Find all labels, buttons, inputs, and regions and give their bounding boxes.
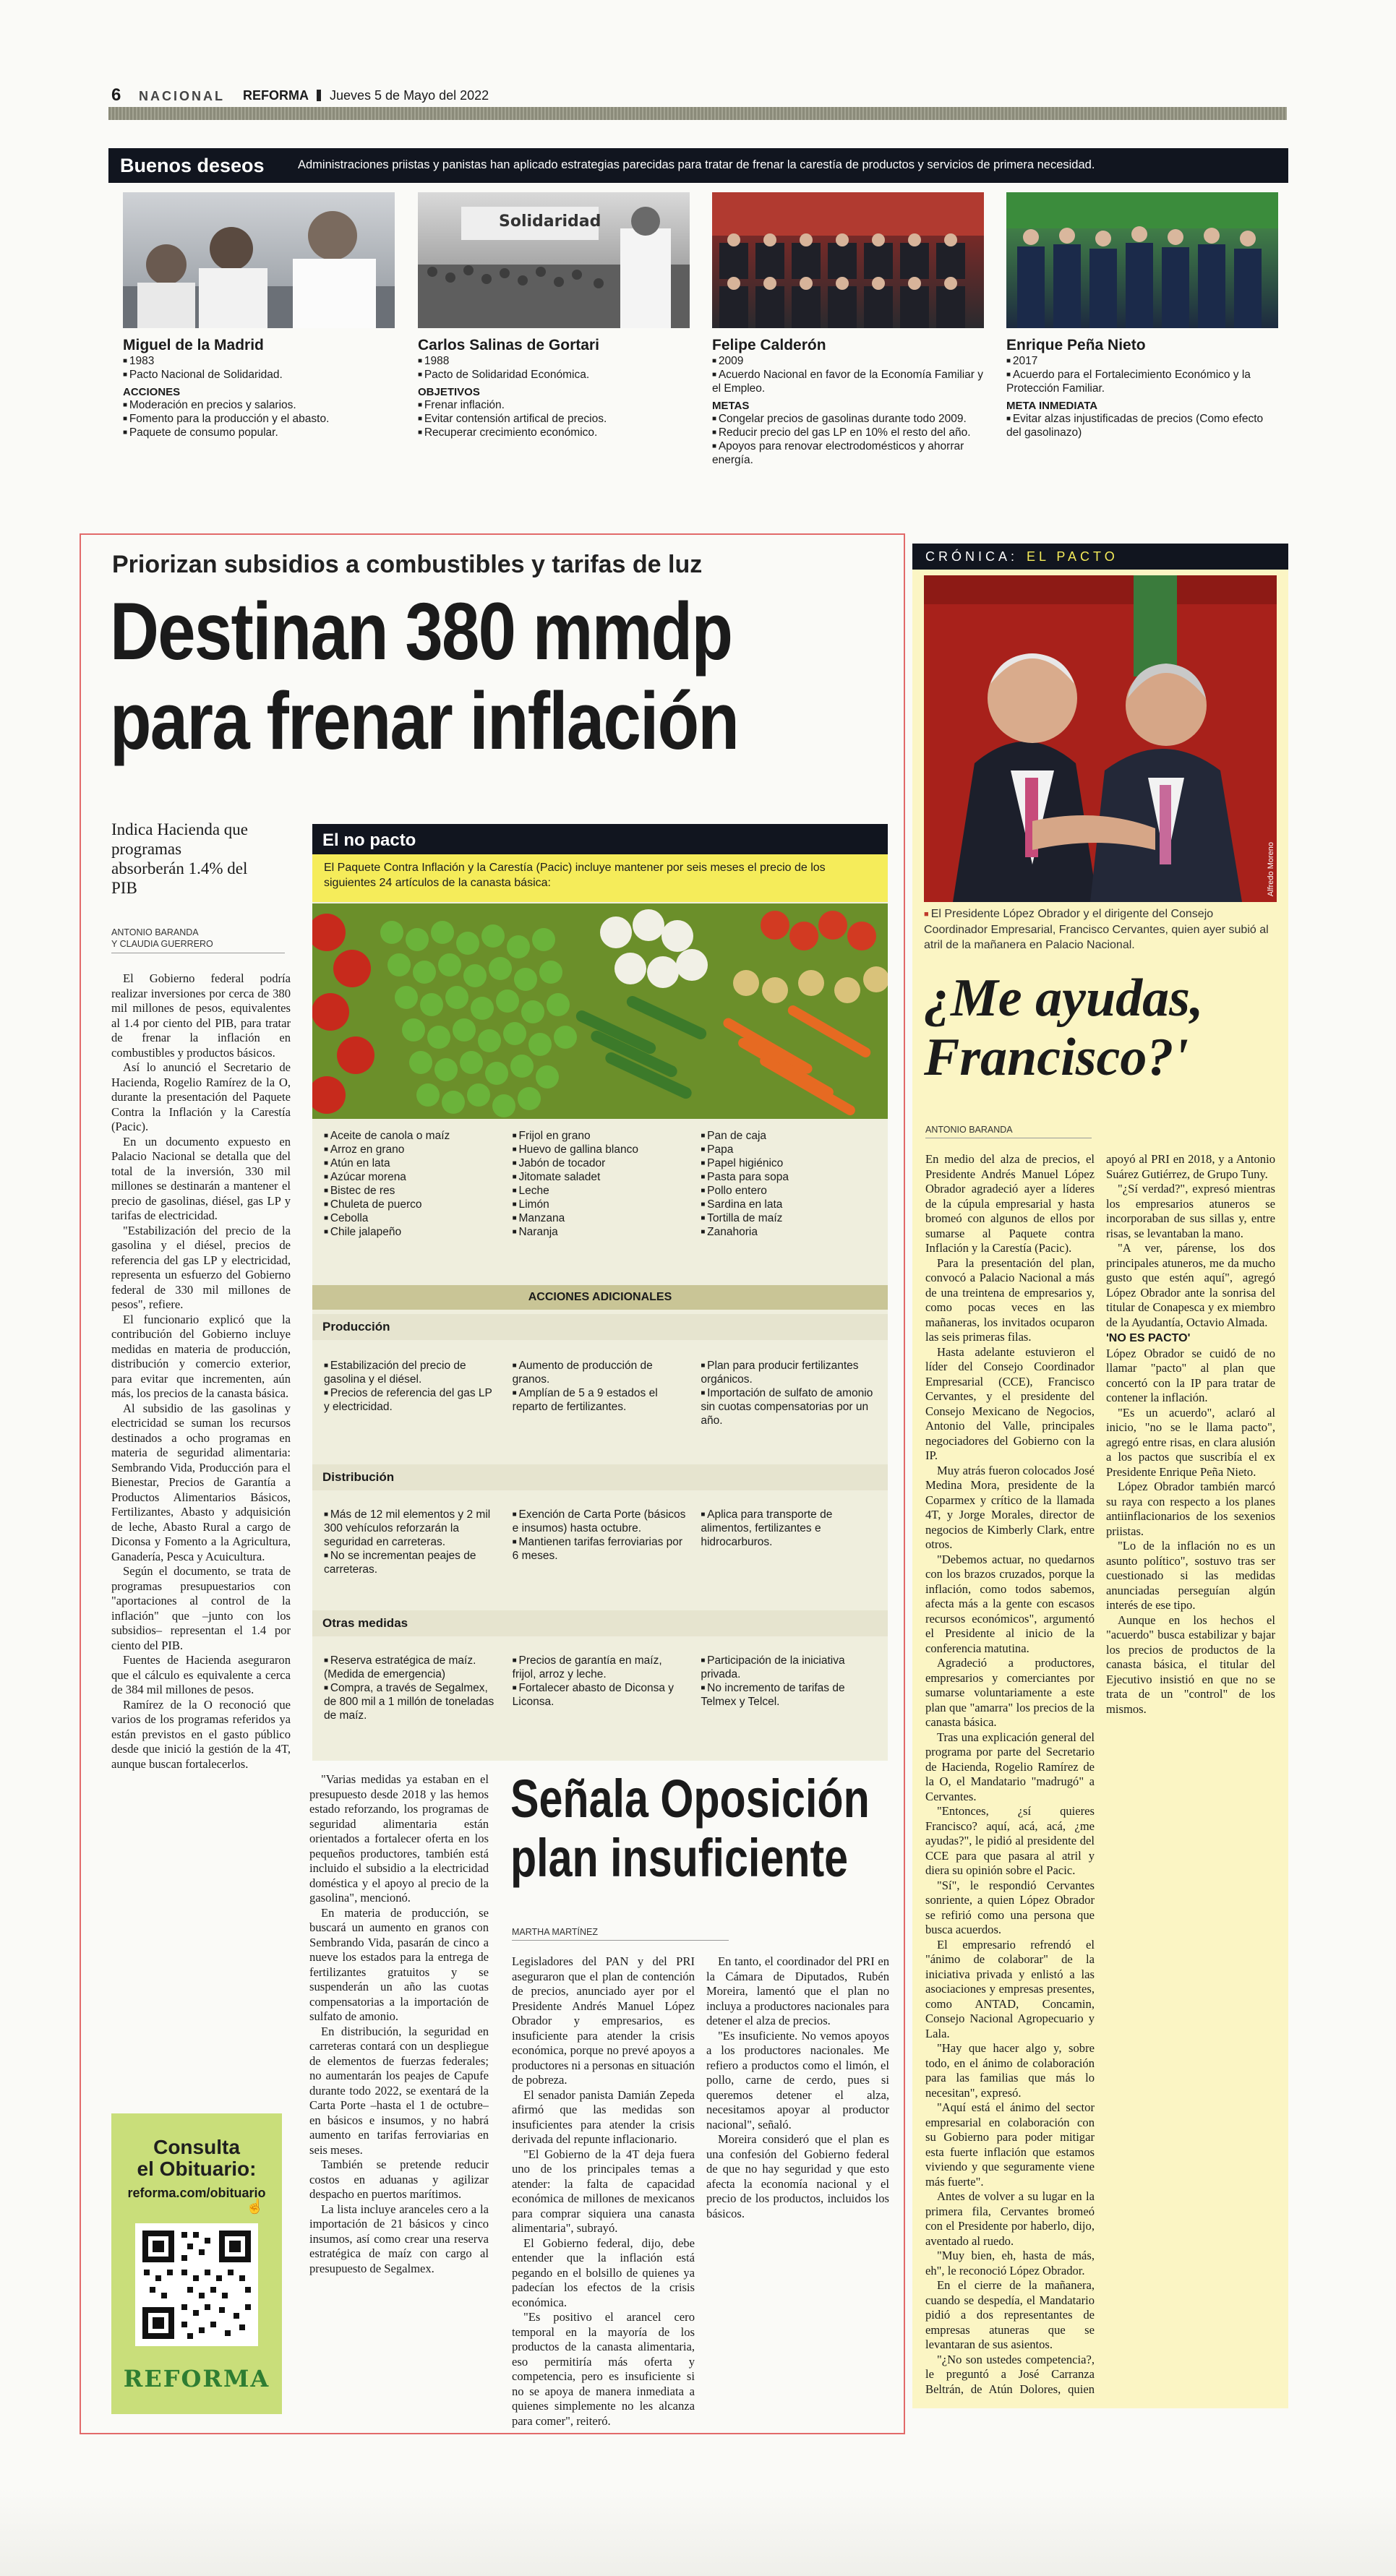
list-item: ■ Apoyos para renovar electrodomésticos y ahorrar energía.	[712, 439, 987, 467]
paragraph: "Es positivo el arancel cero temporal en la mayoría de los productos de la canasta alimentaria, eso permitiría más oferta y competencia, pero es insuficiente si no se apoya de manera inmediata a quienes simplemente no les alcanza para comer", reiteró.	[512, 2310, 695, 2428]
no-pacto-intro-text: El Paquete Contra Inflación y la Carestía (Pacic) incluye mantener por seis meses el precio de los siguientes 24 artículos de la canasta básica:	[324, 862, 826, 889]
no-pacto-title: El no pacto	[322, 830, 416, 850]
paragraph: Aunque en los hechos el "acuerdo" busca estabilizar y bajar los precios de productos de la canasta básica, el titular del Ejecutivo insistió en que no se trata de un "control" de los mismos.	[1106, 1613, 1275, 1716]
paragraph: En distribución, la seguridad en carreteras contará con un despliegue de elementos de fuerzas federales; no aumentarán los peajes de Capufe durante todo 2022, se exentará de la Carta Porte –hasta el 1 de octubre– en básicos e insumos, y no habrá aumento en tarifas ferroviarias en seis meses.	[309, 2024, 489, 2157]
photo-de-la-madrid	[123, 192, 395, 328]
basic-articles-list	[324, 1129, 876, 1239]
paragraph: Agradeció a productores, empresarios y comerciantes por sumarse voluntariamente a este plan que "amarra" los precios de la canasta básica.	[925, 1656, 1095, 1729]
oposicion-headline-line-1: Señala Oposición	[510, 1769, 870, 1829]
paragraph: Ramírez de la O reconoció que varios de los programas referidos ya están previstos en el gasto público desde que inició la gestión de la 4T, aunque buscan fortalecerlos.	[111, 1697, 291, 1771]
list-item: ■ Fortalecer abasto de Diconsa y Liconsa.	[513, 1681, 688, 1709]
paragraph: "Estabilización del precio de la gasolina y el diésel, precios de referencia del gas LP y electricidad, representa un esfuerzo del Gobierno federal de 330 mil millones de pesos", refiere.	[111, 1223, 291, 1311]
list-item: ■ Reserva estratégica de maíz. (Medida de emergencia)	[324, 1654, 500, 1681]
president-year: ■ 2017	[1006, 354, 1281, 368]
obituario-heading	[111, 2137, 282, 2180]
list-item: ■ Evitar contensión artifical de precios.	[418, 412, 693, 426]
no-pacto-title-bar	[312, 824, 888, 854]
photo-pena-nieto-art	[1006, 192, 1278, 328]
list-item: ■ Reducir precio del gas LP en 10% el resto del año.	[712, 426, 987, 439]
distribucion-col-1	[324, 1508, 500, 1576]
article-item: ■ Manzana	[513, 1211, 688, 1225]
president-goal	[1006, 412, 1281, 439]
paragraph: "Lo de la inflación no es un asunto político", sostuvo tras ser cuestionado si las medidas anunciadas perseguían algún interés de ese tipo.	[1106, 1539, 1275, 1612]
cronica-byline: ANTONIO BARANDA	[925, 1125, 1092, 1138]
president-col-1	[123, 337, 398, 439]
article-item: ■ Naranja	[513, 1225, 688, 1239]
article-item: ■ Limón	[513, 1198, 688, 1211]
produccion-title: Producción	[322, 1320, 390, 1334]
president-goals	[712, 412, 987, 467]
produce-photo-art	[312, 903, 888, 1119]
paragraph: Así lo anunció el Secretario de Hacienda, Rogelio Ramírez de la O, durante la presentación del Paquete Contra la Inflación y la Carestía (Pacic).	[111, 1060, 291, 1133]
otras-medidas-bar	[312, 1610, 888, 1636]
photo-calderon-art	[712, 192, 984, 328]
list-item: ■ Importación de sulfato de amonio sin cuotas compensatorias por un año.	[701, 1386, 876, 1427]
obituario-line-1: Consulta	[153, 2136, 240, 2158]
list-item: ■ Amplían de 5 a 9 estados el reparto de fertilizantes.	[513, 1386, 688, 1414]
cronica-photo-credit: Alfredo Moreno	[1267, 841, 1275, 896]
article-item: ■ Papa	[701, 1143, 876, 1156]
main-kicker: Priorizan subsidios a combustibles y tarifas de luz	[112, 551, 703, 578]
list-item: ■ Precios de garantía en maíz, frijol, arroz y leche.	[513, 1654, 688, 1681]
cronica-label-accent: EL PACTO	[1027, 549, 1118, 564]
buenos-deseos-description: Administraciones priistas y panistas han aplicado estrategias parecidas para tratar de frenar la carestía de productos y servicios de primera necesidad.	[298, 158, 1095, 171]
publication-date: Jueves 5 de Mayo del 2022	[330, 88, 489, 103]
president-name: Enrique Peña Nieto	[1006, 337, 1146, 353]
qr-code-icon[interactable]	[135, 2223, 258, 2346]
article-item: ■ Huevo de gallina blanco	[513, 1143, 688, 1156]
articles-col-1	[324, 1129, 500, 1239]
president-program: ■ Pacto Nacional de Solidaridad.	[123, 368, 398, 382]
publication-name: REFORMA	[243, 88, 309, 103]
list-item: ■ No se incrementan peajes de carreteras.	[324, 1549, 500, 1576]
oposicion-headline-line-2: plan insuficiente	[510, 1828, 849, 1888]
paragraph: Tras una explicación general del programa por parte del Secretario de Hacienda, Rogelio Ramírez de la O, el Mandatario "madrugó" a Cervantes.	[925, 1730, 1095, 1803]
list-item: ■ Más de 12 mil elementos y 2 mil 300 vehículos reforzarán la seguridad en carreteras.	[324, 1508, 500, 1549]
president-col-4	[1006, 337, 1281, 439]
paragraph: "A ver, párense, los dos principales atuneros, me da mucho gusto que estén aquí", agregó López Obrador ante la sonrisa del titular de Conapesca y ex miembro de la Ayudantía, Octavio Almada.	[1106, 1241, 1275, 1329]
no-pacto-intro	[312, 854, 888, 902]
acciones-adicionales-bar	[312, 1285, 888, 1310]
paragraph: Al subsidio de las gasolinas y electricidad se suman los recursos destinados a ocho programas en materia de seguridad alimentaria: Sembrando Vida, Producción para el Bienestar, Precios de Garantía a Productos Alimentarios Básicos, Fertilizantes, Abasto y adquisición de leche, Abasto Rural a cargo de Diconsa y Fomento a la Agricultura, Ganadería, Pesca y Acuicultura.	[111, 1401, 291, 1563]
paragraph: El empresario refrendó el "ánimo de colaborar" de la iniciativa privada y enlistó a las asociaciones y empresas presentes, como ANTAD, Concamin, Consejo Nacional Agropecuario y Lala.	[925, 1937, 1095, 2040]
list-item: ■ Congelar precios de gasolinas durante todo 2009.	[712, 412, 987, 426]
paragraph: En medio del alza de precios, el Presidente Andrés Manuel López Obrador agradeció ayer a líderes de la cúpula empresarial y hasta bromeó con algunos de ellos por sumarse al Paquete contra Inflación y la Carestía (Pacic).	[925, 1152, 1095, 1255]
list-item: ■ Frenar inflación.	[418, 398, 693, 412]
president-program: ■ Pacto de Solidaridad Económica.	[418, 368, 693, 382]
president-col-3	[712, 337, 987, 467]
president-year: ■ 1983	[123, 354, 398, 368]
produccion-col-1	[324, 1359, 500, 1427]
president-facts	[1006, 354, 1281, 395]
otras-medidas-list	[324, 1654, 876, 1722]
paragraph: Fuentes de Hacienda aseguraron que el cálculo es equivalente a cerca de 384 mil millones de pesos.	[111, 1653, 291, 1696]
photo-pena-nieto	[1006, 192, 1278, 328]
cronica-photo-art	[924, 575, 1277, 902]
paragraph: La lista incluye aranceles cero a la importación de 21 básicos y cinco insumos, así como crear una reserva estratégica de maíz con cargo al presupuesto de Segalmex.	[309, 2202, 489, 2275]
otras-col-3	[701, 1654, 876, 1722]
president-year: ■ 1988	[418, 354, 693, 368]
otras-col-1	[324, 1654, 500, 1722]
caption-marker: ■	[924, 910, 931, 919]
president-facts	[712, 354, 987, 395]
cronica-caption	[924, 906, 1277, 953]
paragraph: "¿No son ustedes competencia?, le preguntó a José Carranza Beltrán, de Atún Dolores, quien apoyó al PRI en 2018, y a Antonio Suárez Gutiérrez, de Grupo Tuny.	[925, 1152, 1275, 2396]
president-list-heading: ACCIONES	[123, 386, 181, 398]
produccion-list	[324, 1359, 876, 1427]
paragraph: "Muy bien, eh, hasta de más, eh", le reconoció López Obrador.	[925, 2249, 1095, 2277]
cursor-hand-icon: ☝	[246, 2199, 264, 2215]
section-name: NACIONAL	[139, 89, 225, 103]
paragraph: En un documento expuesto en Palacio Nacional se detalla que del total de la inversión, 330 mil millones se destinarán a mantener el precio de gasolinas, diésel, gas LP y tarifas de electricidad.	[111, 1134, 291, 1222]
article-item: ■ Chile jalapeño	[324, 1225, 500, 1239]
cronica-headline-line-1: ¿Me ayudas,	[924, 969, 1204, 1028]
list-item: ■ Aumento de producción de granos.	[513, 1359, 688, 1386]
president-list-heading: OBJETIVOS	[418, 386, 480, 398]
otras-col-2	[513, 1654, 688, 1722]
produccion-bar	[312, 1314, 888, 1340]
page-number: 6	[111, 85, 121, 105]
paragraph: "Hay que hacer algo y, sobre todo, en el ánimo de colaboración para las familias que más lo necesitan", expresó.	[925, 2041, 1095, 2100]
list-item: ■ Fomento para la producción y el abasto.	[123, 412, 398, 426]
article-item: ■ Pan de caja	[701, 1129, 876, 1143]
list-item: ■ Exención de Carta Porte (básicos e insumos) hasta octubre.	[513, 1508, 688, 1535]
list-item: ■ Precios de referencia del gas LP y electricidad.	[324, 1386, 500, 1414]
distribucion-bar	[312, 1464, 888, 1490]
paragraph: López Obrador también marcó su raya con respecto a los planes antiinflacionarios de los sexenios priistas.	[1106, 1480, 1275, 1538]
paragraph: Según el documento, se trata de programas presupuestarios con "aportaciones al control de la inflación" que –junto con los subsidios– representan el 1.4 por ciento del PIB.	[111, 1564, 291, 1652]
list-item: ■ Estabilización del precio de gasolina y el diésel.	[324, 1359, 500, 1386]
article-item: ■ Atún en lata	[324, 1156, 500, 1170]
president-list-heading: METAS	[712, 400, 750, 412]
article-item: ■ Cebolla	[324, 1211, 500, 1225]
paragraph: También se pretende reducir costos en aduanas y agilizar despacho en puertos marítimos.	[309, 2158, 489, 2201]
list-item: ■ Mantienen tarifas ferroviarias por 6 meses.	[513, 1535, 688, 1563]
article-item: ■ Chuleta de puerco	[324, 1198, 500, 1211]
article-item: ■ Frijol en grano	[513, 1129, 688, 1143]
paragraph: Moreira consideró que el plan es una confesión del Gobierno federal de que no hay seguridad y que esto afecta la economía nacional y el precio de los productos, incluidos los básicos.	[706, 2132, 889, 2220]
paragraph: Hasta adelante estuvieron el líder del Consejo Coordinador Empresarial (CCE), Francisco Cervantes, y el presidente del Consejo Mexicano de Negocios, Antonio del Valle, principales negociadores del Gobierno con la IP.	[925, 1344, 1095, 1462]
oposicion-body	[512, 1954, 889, 2431]
acciones-adicionales-title: ACCIONES ADICIONALES	[528, 1291, 672, 1303]
oposicion-byline: MARTHA MARTÍNEZ	[512, 1927, 729, 1941]
article-item: ■ Leche	[513, 1184, 688, 1198]
buenos-deseos-bar	[108, 148, 1288, 183]
article-item: ■ Jabón de tocador	[513, 1156, 688, 1170]
bottom-scan-edge	[0, 2486, 1396, 2576]
president-facts	[123, 354, 398, 382]
byline-1: ANTONIO BARANDA	[111, 927, 199, 937]
main-deck: Indica Hacienda que programas absorberán 1.4% del PIB	[111, 820, 249, 897]
cronica-caption-text: El Presidente López Obrador y el dirigente del Consejo Coordinador Empresarial, Francisco Cervantes, quien ayer subió al atril de la mañanera en Palacio Nacional.	[924, 908, 1269, 951]
article-item: ■ Azúcar morena	[324, 1170, 500, 1184]
produce-photo	[312, 903, 888, 1119]
paragraph: En el cierre de la mañanera, cuando se despedía, el Mandatario pidió a dos representantes de empresas atuneras que se levantaran de sus asientos.	[925, 2278, 1095, 2351]
list-item: ■ Plan para producir fertilizantes orgánicos.	[701, 1359, 876, 1386]
paragraph: "Aquí está el ánimo del sector empresarial en colaboración con su Gobierno para poder mitigar esta fuerte inflación que estamos viviendo y que seguramente viene más fuerte".	[925, 2100, 1095, 2189]
paragraph: "Es un acuerdo", aclaró al inicio, "no se le llama pacto", agregó entre risas, en clara alusión a los pactos que suscribía el ex Presidente Enrique Peña Nieto.	[1106, 1405, 1275, 1479]
list-item: ■ No incremento de tarifas de Telmex y Telcel.	[701, 1681, 876, 1709]
article-item: ■ Zanahoria	[701, 1225, 876, 1239]
page-header	[108, 85, 1294, 107]
paragraph: "Es insuficiente. No vemos apoyos a los productores nacionales. Me refiero a productos como el limón, el pollo, carne de cerdo, pues si queremos detener el alza, necesitamos apoyar al productor nacional", señaló.	[706, 2028, 889, 2131]
paragraph: En materia de producción, se buscará un aumento en granos con Sembrando Vida, pasarán de cinco a nueve los estados para la entrega de fertilizantes gratuitos y se suspenderán un año las cuotas compensatorias a la importación de sulfato de amonio.	[309, 1905, 489, 2023]
byline-2: Y CLAUDIA GUERRERO	[111, 939, 213, 949]
paragraph: "Entonces, ¿sí quieres Francisco? aquí, acá, acá, ¿me ayudas?", le pidió al presidente del CCE para que pasara al atril y diera su opinión sobre el Pacic.	[925, 1804, 1095, 1877]
president-name: Miguel de la Madrid	[123, 337, 264, 353]
photo-de-la-madrid-art	[123, 192, 395, 328]
paragraph: "Sí", le respondió Cervantes sonriente, a quien López Obrador se refirió como una persona que busca acuerdos.	[925, 1878, 1095, 1936]
article-item: ■ Arroz en grano	[324, 1143, 500, 1156]
president-program: ■ Acuerdo Nacional en favor de la Economía Familiar y el Empleo.	[712, 368, 987, 395]
paragraph: "¿Sí verdad?", expresó mientras los empresarios atuneros se incorporaban de sus sillas y, entre risas, se levantaban la mano.	[1106, 1182, 1275, 1240]
obituario-brand: REFORMA	[123, 2365, 270, 2392]
buenos-deseos-label: Buenos deseos	[120, 155, 265, 176]
obituario-ad[interactable]	[111, 2113, 282, 2414]
cronica-photo	[924, 575, 1277, 902]
paragraph: El funcionario explicó que la contribución del Gobierno incluye medidas en materia de producción, distribución y comercio exterior, para evitar que incrementen, aún más, los precios de la canasta básica.	[111, 1312, 291, 1400]
article-item: ■ Pasta para sopa	[701, 1170, 876, 1184]
president-program: ■ Acuerdo para el Fortalecimiento Económico y la Protección Familiar.	[1006, 368, 1281, 395]
list-item: ■ Moderación en precios y salarios.	[123, 398, 398, 412]
paragraph: En tanto, el coordinador del PRI en la Cámara de Diputados, Rubén Moreira, lamentó que el plan no incluya a productores nacionales para detener el alza de precios.	[706, 1954, 889, 2027]
obituario-line-2: el Obituario:	[137, 2158, 257, 2180]
president-objectives	[418, 398, 693, 439]
president-actions	[123, 398, 398, 439]
articles-col-2	[513, 1129, 688, 1239]
article-item: ■ Sardina en lata	[701, 1198, 876, 1211]
article-item: ■ Aceite de canola o maíz	[324, 1129, 500, 1143]
paragraph: "Debemos actuar, no quedarnos con los brazos cruzados, porque la inflación, como todos sabemos, afecta más a la gente con escasos recursos económicos", argumentó el Presidente al inicio de la conferencia matutina.	[925, 1552, 1095, 1655]
distribucion-list	[324, 1508, 876, 1576]
main-headline	[110, 587, 738, 766]
paragraph: "El Gobierno de la 4T deja fuera uno de los principales temas a atender: la falta de capacidad económica de millones de mexicanos para comprar siquiera una canasta alimentaria", subrayó.	[512, 2147, 695, 2235]
photo-salinas-sign: Solidaridad	[499, 212, 601, 231]
header-separator	[317, 90, 321, 101]
paragraph: Muy atrás fueron colocados José Medina Mora, presidente de la Coparmex y crítico de la llamada 4T, y Jorge Morales, director de negocios de Kimberly Clark, entre otros.	[925, 1463, 1095, 1551]
cronica-body	[925, 1152, 1275, 2403]
list-item: ■ Aplica para transporte de alimentos, fertilizantes e hidrocarburos.	[701, 1508, 876, 1549]
president-name: Carlos Salinas de Gortari	[418, 337, 599, 353]
paragraph: "Varias medidas ya estaban en el presupuesto desde 2018 y las hemos estado reforzando, los programas de seguridad alimentaria están orientados a fortalecer oferta en los pequeños productores, también está incluido el subsidio a la electricidad doméstica y el apoyo al precio de la gasolina", mencionó.	[309, 1772, 489, 1905]
president-name: Felipe Calderón	[712, 337, 826, 353]
cronica-headline	[924, 969, 1285, 1087]
president-facts	[418, 354, 693, 382]
distribucion-title: Distribución	[322, 1470, 395, 1484]
distribucion-col-3	[701, 1508, 876, 1576]
paragraph: Antes de volver a su lugar en la primera fila, Cervantes bromeó con el Presidente por haberlo, dijo, aventado al ruedo.	[925, 2189, 1095, 2248]
paragraph: El senador panista Damián Zepeda afirmó que las medidas son insuficientes para atender la crisis derivada del repunte inflacionario.	[512, 2087, 695, 2146]
paragraph: El Gobierno federal, dijo, debe entender que la inflación está pegando en el bolsillo de quienes ya padecían los efectos de la crisis económica.	[512, 2236, 695, 2309]
cronica-label: CRÓNICA:	[925, 549, 1019, 564]
list-item: ■ Evitar alzas injustificadas de precios (Como efecto del gasolinazo)	[1006, 412, 1281, 439]
distribucion-col-2	[513, 1508, 688, 1576]
president-list-heading: META INMEDIATA	[1006, 400, 1098, 412]
main-body-col-1	[111, 971, 291, 1778]
list-item: ■ Compra, a través de Segalmex, de 800 mil a 1 millón de toneladas de maíz.	[324, 1681, 500, 1722]
paragraph: El Gobierno federal podría realizar inversiones por cerca de 380 mil millones de pesos, equivalentes al 1.4 por ciento del PIB, para tratar de frenar la inflación en combustibles y productos básicos.	[111, 971, 291, 1060]
obituario-url[interactable]: reforma.com/obituario	[127, 2186, 266, 2200]
articles-col-3	[701, 1129, 876, 1239]
paragraph: López Obrador se cuidó de no llamar "pacto" al plan que concertó con la IP para tratar de contener la inflación.	[1106, 1346, 1275, 1404]
photo-calderon	[712, 192, 984, 328]
article-item: ■ Tortilla de maíz	[701, 1211, 876, 1225]
article-item: ■ Papel higiénico	[701, 1156, 876, 1170]
list-item: ■ Paquete de consumo popular.	[123, 426, 398, 439]
header-rule	[108, 107, 1287, 120]
list-item: ■ Recuperar crecimiento económico.	[418, 426, 693, 439]
main-headline-line-1: Destinan 380 mmdp	[110, 586, 732, 677]
article-item: ■ Pollo entero	[701, 1184, 876, 1198]
otras-medidas-title: Otras medidas	[322, 1616, 408, 1630]
paragraph: Legisladores del PAN y del PRI aseguraron que el plan de contención de precios, anunciado ayer por el Presidente Andrés Manuel López Obrador y empresarios, es insuficiente para atender la crisis económica, porque no prevé apoyos a productores ni a personas en situación de pobreza.	[512, 1954, 695, 2087]
produccion-col-2	[513, 1359, 688, 1427]
cronica-subhead: 'NO ES PACTO'	[1106, 1332, 1191, 1344]
article-item: ■ Jitomate saladet	[513, 1170, 688, 1184]
main-body-col-2	[309, 1772, 489, 2408]
main-headline-line-2: para frenar inflación	[110, 676, 739, 766]
president-col-2	[418, 337, 693, 439]
cronica-headline-line-2: Francisco?'	[924, 1028, 1189, 1087]
article-item: ■ Bistec de res	[324, 1184, 500, 1198]
list-item: ■ Participación de la iniciativa privada.	[701, 1654, 876, 1681]
president-year: ■ 2009	[712, 354, 987, 368]
oposicion-headline	[510, 1769, 870, 1888]
cronica-label-bar	[912, 544, 1288, 570]
photo-salinas	[418, 192, 690, 328]
paragraph: Para la presentación del plan, convocó a Palacio Nacional a más de una treintena de empresarios y, como pocas veces en las mañaneras, los invitados ocuparon las seis primeras filas.	[925, 1255, 1095, 1344]
main-byline	[111, 927, 285, 953]
produccion-col-3	[701, 1359, 876, 1427]
